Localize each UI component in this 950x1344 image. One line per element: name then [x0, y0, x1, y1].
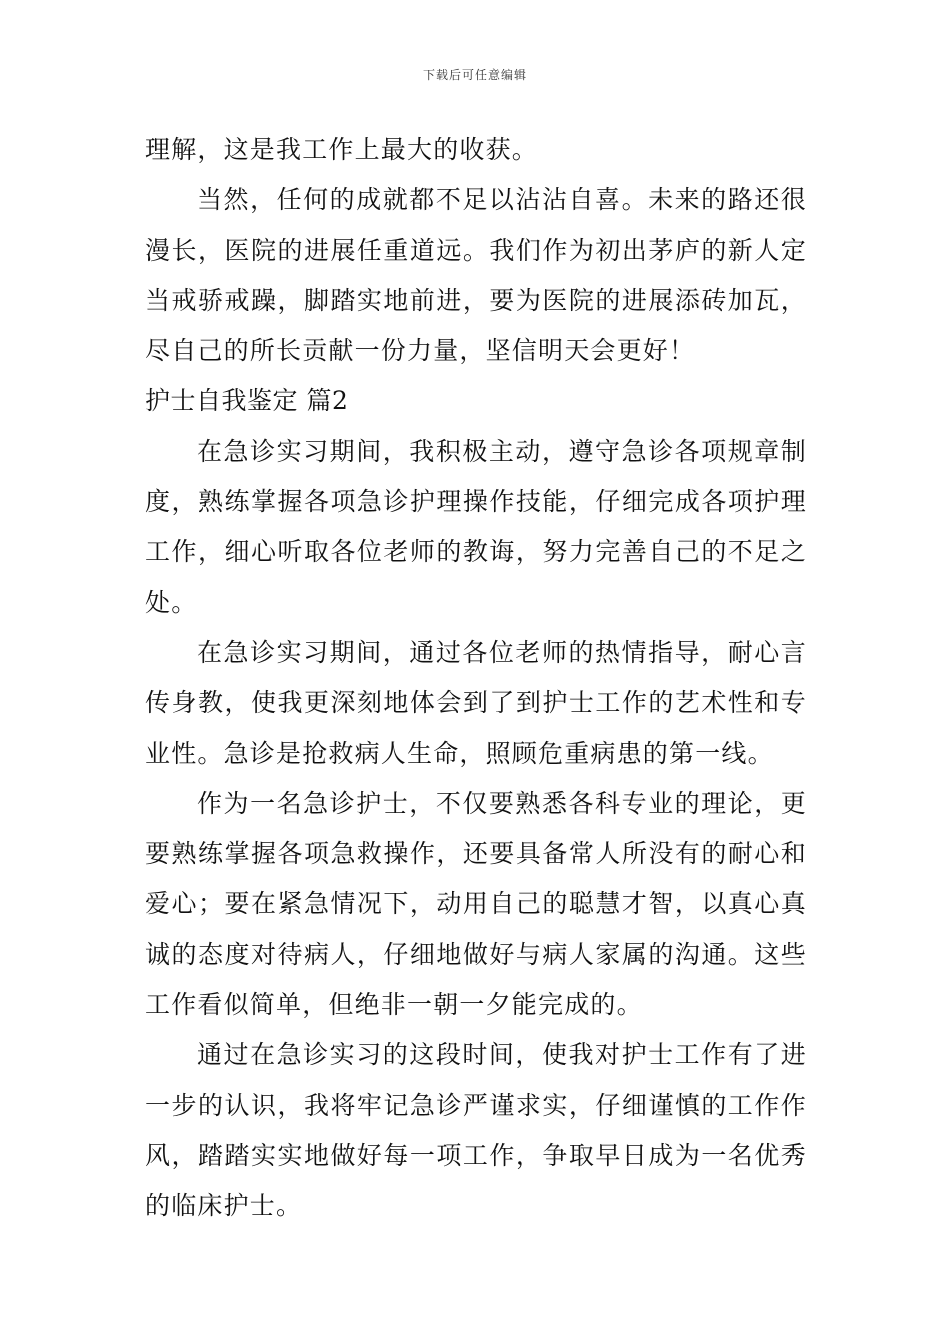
paragraph: 在急诊实习期间，我积极主动，遵守急诊各项规章制度，熟练掌握各项急诊护理操作技能，仔细完成各项护理工作，细心听取各位老师的教诲，努力完善自己的不足之处。 [145, 436, 807, 617]
paragraph-continuation: 理解，这是我工作上最大的收获。 [145, 135, 539, 164]
document-body [145, 125, 807, 1232]
header-note: 下载后可任意编辑 [422, 68, 527, 82]
paragraph: 在急诊实习期间，通过各位老师的热情指导，耐心言传身教，使我更深刻地体会到了到护士工作的艺术性和专业性。急诊是抢救病人生命，照顾危重病患的第一线。 [145, 637, 807, 768]
paragraph: 作为一名急诊护士，不仅要熟悉各科专业的理论，更要熟练掌握各项急救操作，还要具备常人所没有的耐心和爱心；要在紧急情况下，动用自己的聪慧才智，以真心真诚的态度对待病人，仔细地做好与病人家属的沟通。这些工作看似简单，但绝非一朝一夕能完成的。 [145, 788, 807, 1020]
paragraph-conclusion: 当然，任何的成就都不足以沾沾自喜。未来的路还很漫长，医院的进展任重道远。我们作为初出茅庐的新人定当戒骄戒躁，脚踏实地前进，要为医院的进展添砖加瓦，尽自己的所长贡献一份力量，坚信明天会更好！ [145, 185, 807, 366]
paragraph: 通过在急诊实习的这段时间，使我对护士工作有了进一步的认识，我将牢记急诊严谨求实，仔细谨慎的工作作风，踏踏实实地做好每一项工作，争取早日成为一名优秀的临床护士。 [145, 1040, 807, 1221]
section-heading: 护士自我鉴定 篇2 [145, 386, 349, 416]
